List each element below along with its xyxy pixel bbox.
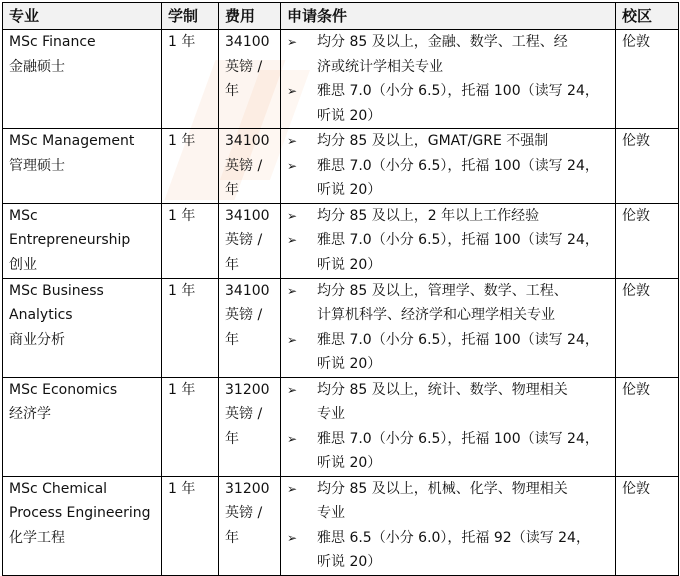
requirement-line: 均分 85 及以上，机械、化学、物理相关	[317, 480, 568, 497]
fee-line: 年	[225, 182, 239, 198]
header-requirements: 申请条件	[281, 3, 616, 30]
fee-line: 英镑 /	[225, 58, 263, 75]
fee-line: 英镑 /	[225, 505, 263, 521]
arrowhead-bullet-icon: ➢	[287, 158, 298, 173]
requirement-item	[287, 526, 615, 575]
duration-text: 1 年	[168, 207, 196, 224]
cell-requirements	[281, 129, 616, 204]
major-line: MSc	[9, 207, 38, 224]
campus-text: 伦敦	[622, 480, 650, 497]
arrowhead-bullet-icon: ➢	[287, 35, 298, 49]
requirement-item	[287, 279, 615, 328]
arrowhead-bullet-icon: ➢	[287, 283, 298, 298]
requirements-list	[287, 129, 615, 203]
requirement-line: 均分 85 及以上，金融、数学、工程、经	[317, 34, 568, 50]
cell-requirements	[281, 377, 616, 476]
fee-line: 年	[225, 256, 239, 273]
major-line: MSc Chemical	[9, 480, 108, 497]
requirement-item	[287, 228, 615, 277]
major-line: Analytics	[9, 307, 73, 323]
major-line: 创业	[9, 256, 37, 273]
arrowhead-bullet-icon: ➢	[287, 233, 298, 247]
major-line: 管理硕士	[9, 157, 65, 174]
campus-text: 伦敦	[622, 34, 650, 50]
requirement-text	[317, 328, 615, 377]
table-row	[3, 30, 679, 129]
fee-line: 年	[225, 331, 239, 348]
cell-duration	[162, 476, 219, 575]
duration-text: 1 年	[168, 480, 196, 497]
table-row	[3, 129, 679, 204]
requirement-line: 听说 20）	[317, 356, 382, 372]
requirement-item	[287, 378, 615, 427]
major-line: 化学工程	[9, 529, 65, 546]
requirement-line: 专业	[317, 406, 345, 422]
fee-line: 英镑 /	[225, 406, 263, 422]
cell-major	[3, 30, 162, 129]
requirements-list	[287, 30, 615, 128]
cell-major	[3, 476, 162, 575]
arrowhead-bullet-icon: ➢	[287, 530, 298, 545]
fee-line: 34100	[225, 133, 270, 149]
requirement-line: 听说 20）	[317, 107, 382, 124]
requirement-line: 均分 85 及以上，GMAT/GRE 不强制	[317, 133, 549, 149]
cell-fee	[219, 203, 281, 278]
requirement-text	[317, 154, 615, 203]
requirement-text	[317, 204, 615, 229]
requirement-line: 济或统计学相关专业	[317, 58, 443, 75]
requirement-text	[317, 526, 615, 575]
requirement-line: 均分 85 及以上，统计、数学、物理相关	[317, 381, 568, 398]
requirement-text	[317, 129, 615, 154]
requirement-line: 雅思 7.0（小分 6.5），托福 100（读写 24，	[317, 430, 599, 447]
requirement-line: 均分 85 及以上，2 年以上工作经验	[317, 207, 540, 224]
requirement-text	[317, 378, 615, 427]
fee-line: 英镑 /	[225, 232, 263, 248]
requirement-item	[287, 204, 615, 229]
requirements-list	[287, 378, 615, 476]
cell-fee	[219, 377, 281, 476]
cell-duration	[162, 377, 219, 476]
requirements-list	[287, 204, 615, 278]
cell-fee	[219, 30, 281, 129]
cell-campus	[616, 377, 679, 476]
fee-line: 年	[225, 83, 239, 99]
fee-line: 34100	[225, 282, 270, 299]
cell-duration	[162, 30, 219, 129]
requirement-line: 专业	[317, 505, 345, 521]
arrowhead-bullet-icon: ➢	[287, 134, 298, 148]
cell-major	[3, 278, 162, 377]
requirements-list	[287, 279, 615, 377]
campus-text: 伦敦	[622, 133, 650, 149]
cell-requirements	[281, 476, 616, 575]
requirement-line: 听说 20）	[317, 256, 382, 273]
major-line: 金融硕士	[9, 58, 65, 75]
fee-line: 31200	[225, 381, 270, 398]
campus-text: 伦敦	[622, 282, 650, 299]
duration-text: 1 年	[168, 34, 196, 50]
requirement-item	[287, 427, 615, 476]
major-line: MSc Business	[9, 282, 104, 299]
requirement-line: 雅思 7.0（小分 6.5），托福 100（读写 24，	[317, 157, 599, 174]
table-header-row	[3, 3, 679, 30]
requirement-item	[287, 79, 615, 128]
cell-duration	[162, 203, 219, 278]
cell-major	[3, 129, 162, 204]
duration-text: 1 年	[168, 381, 196, 398]
arrowhead-bullet-icon: ➢	[287, 208, 298, 223]
fee-line: 英镑 /	[225, 307, 263, 323]
requirement-line: 计算机科学、经济学和心理学相关专业	[317, 307, 555, 323]
requirement-line: 听说 20）	[317, 554, 382, 570]
cell-campus	[616, 476, 679, 575]
table-row	[3, 377, 679, 476]
fee-line: 英镑 /	[225, 157, 263, 174]
major-line: 商业分析	[9, 331, 65, 348]
cell-requirements	[281, 203, 616, 278]
campus-text: 伦敦	[622, 207, 650, 224]
requirement-item	[287, 30, 615, 79]
cell-fee	[219, 129, 281, 204]
major-line: MSc Finance	[9, 34, 96, 50]
cell-fee	[219, 278, 281, 377]
requirement-text	[317, 427, 615, 476]
table-row	[3, 203, 679, 278]
cell-campus	[616, 278, 679, 377]
arrowhead-bullet-icon: ➢	[287, 332, 298, 347]
requirement-item	[287, 328, 615, 377]
header-fee: 费用	[219, 3, 281, 30]
fee-line: 34100	[225, 34, 270, 50]
cell-duration	[162, 129, 219, 204]
table-row	[3, 278, 679, 377]
major-line: Entrepreneurship	[9, 232, 131, 248]
requirements-list	[287, 477, 615, 575]
cell-campus	[616, 129, 679, 204]
cell-fee	[219, 476, 281, 575]
requirement-item	[287, 477, 615, 526]
cell-major	[3, 377, 162, 476]
requirement-text	[317, 279, 615, 328]
arrowhead-bullet-icon: ➢	[287, 382, 298, 397]
fee-line: 34100	[225, 207, 270, 224]
requirement-line: 听说 20）	[317, 182, 382, 198]
requirement-line: 雅思 6.5（小分 6.0），托福 92（读写 24，	[317, 529, 590, 546]
requirement-item	[287, 154, 615, 203]
cell-major	[3, 203, 162, 278]
major-line: 经济学	[9, 406, 51, 422]
arrowhead-bullet-icon: ➢	[287, 481, 298, 496]
requirement-text	[317, 228, 615, 277]
requirement-text	[317, 30, 615, 79]
requirement-line: 雅思 7.0（小分 6.5），托福 100（读写 24，	[317, 232, 599, 248]
cell-requirements	[281, 30, 616, 129]
table-body	[3, 30, 679, 576]
arrowhead-bullet-icon: ➢	[287, 84, 298, 98]
requirement-item	[287, 129, 615, 154]
requirement-line: 雅思 7.0（小分 6.5），托福 100（读写 24，	[317, 83, 599, 99]
fee-line: 年	[225, 529, 239, 546]
program-table	[2, 2, 679, 576]
requirement-text	[317, 477, 615, 526]
cell-requirements	[281, 278, 616, 377]
cell-duration	[162, 278, 219, 377]
header-major: 专业	[3, 3, 162, 30]
cell-campus	[616, 203, 679, 278]
duration-text: 1 年	[168, 282, 196, 299]
requirement-text	[317, 79, 615, 128]
fee-line: 31200	[225, 480, 270, 497]
major-line: MSc Economics	[9, 381, 118, 398]
campus-text: 伦敦	[622, 381, 650, 398]
requirement-line: 雅思 7.0（小分 6.5），托福 100（读写 24，	[317, 331, 599, 348]
arrowhead-bullet-icon: ➢	[287, 431, 298, 446]
fee-line: 年	[225, 430, 239, 447]
major-line: Process Engineering	[9, 505, 151, 521]
requirement-line: 听说 20）	[317, 455, 382, 471]
duration-text: 1 年	[168, 133, 196, 149]
major-line: MSc Management	[9, 133, 135, 149]
requirement-line: 均分 85 及以上，管理学、数学、工程、	[317, 282, 568, 299]
table-row	[3, 476, 679, 575]
cell-campus	[616, 30, 679, 129]
header-duration: 学制	[162, 3, 219, 30]
header-campus: 校区	[616, 3, 679, 30]
